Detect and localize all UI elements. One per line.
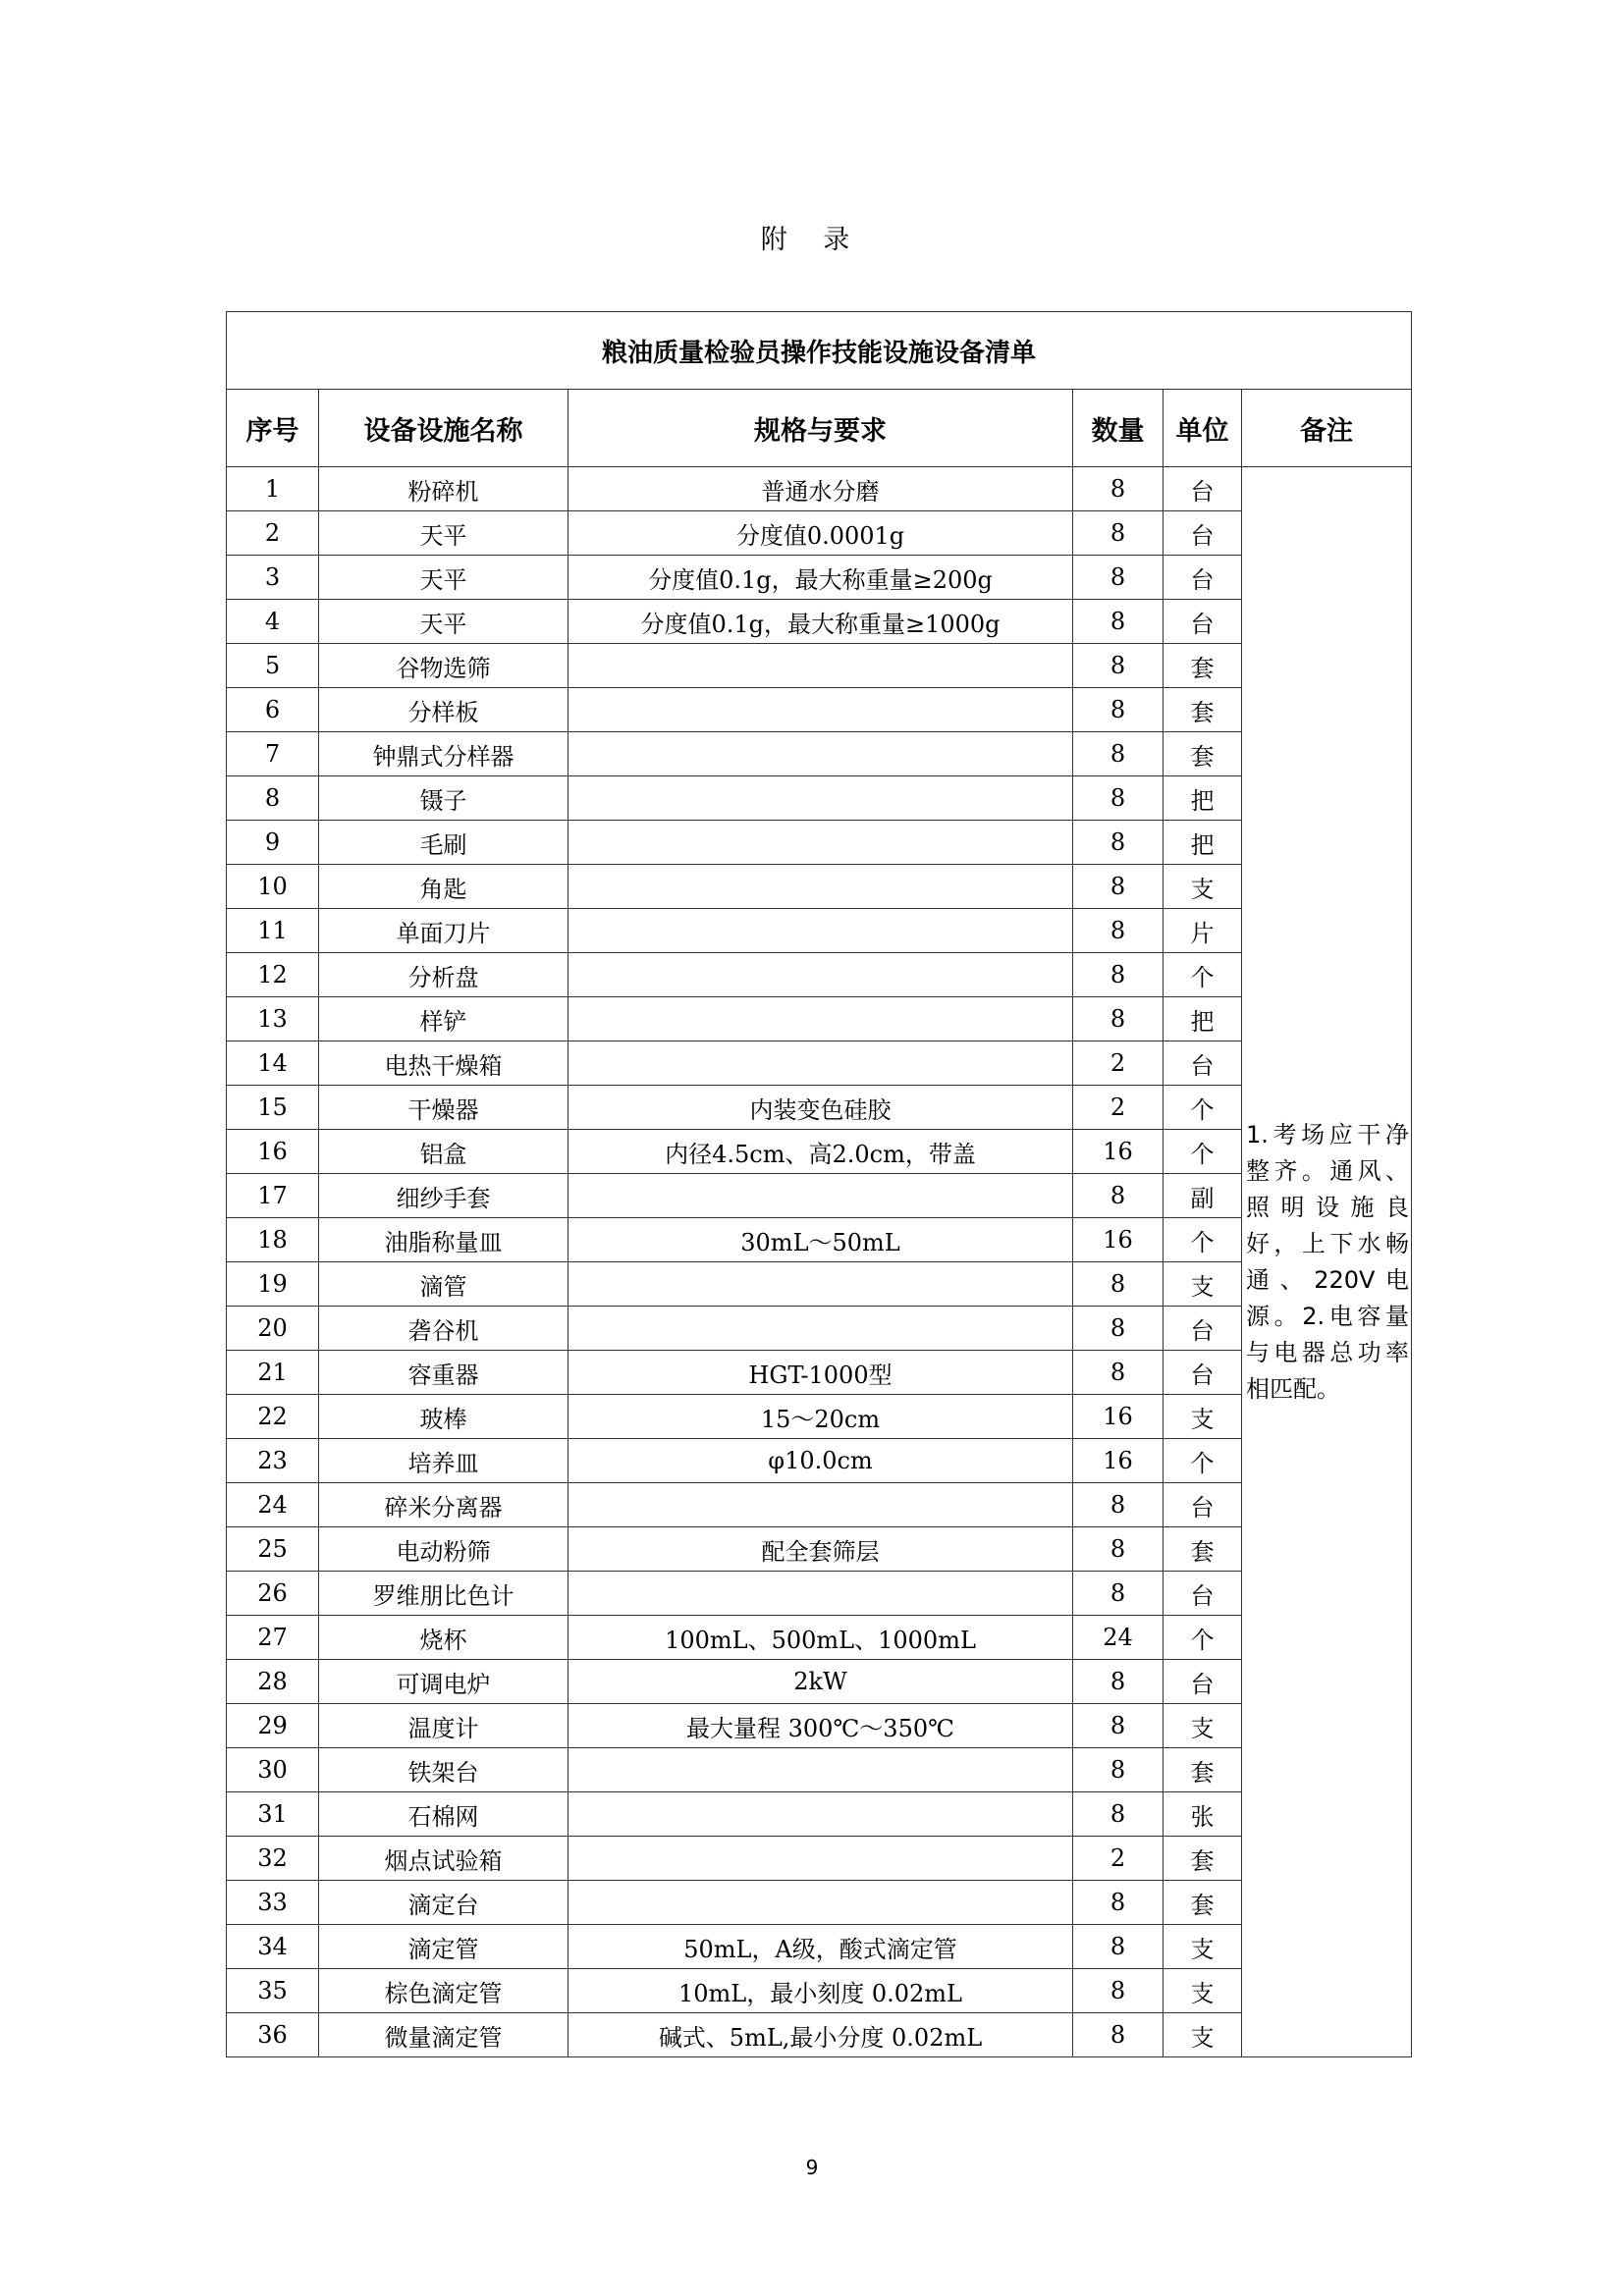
table-row	[227, 1351, 1412, 1395]
cell-spec: 100mL、500mL、1000mL	[568, 1616, 1073, 1660]
cell-unit: 台	[1164, 511, 1242, 556]
cell-unit: 个	[1164, 1086, 1242, 1130]
cell-unit: 支	[1164, 2013, 1242, 2057]
cell-spec: 最大量程 300℃～350℃	[568, 1704, 1073, 1748]
table-header-row	[227, 390, 1412, 467]
cell-seq: 1	[227, 467, 319, 511]
cell-spec	[568, 1748, 1073, 1792]
cell-qty: 8	[1073, 1969, 1164, 2013]
cell-qty: 16	[1073, 1130, 1164, 1174]
cell-name: 粉碎机	[319, 467, 568, 511]
cell-unit: 副	[1164, 1174, 1242, 1218]
cell-name: 容重器	[319, 1351, 568, 1395]
remarks-cell: 1.考场应干净整齐。通风、照明设施良好，上下水畅通、220V电源。2.电容量与电器总功率相匹配。	[1242, 467, 1412, 2057]
cell-seq: 14	[227, 1041, 319, 1086]
cell-spec	[568, 1174, 1073, 1218]
cell-seq: 9	[227, 821, 319, 865]
cell-qty: 8	[1073, 511, 1164, 556]
cell-spec: 10mL，最小刻度 0.02mL	[568, 1969, 1073, 2013]
cell-spec	[568, 1307, 1073, 1351]
cell-qty: 8	[1073, 688, 1164, 732]
cell-unit: 台	[1164, 467, 1242, 511]
cell-qty: 8	[1073, 821, 1164, 865]
cell-seq: 7	[227, 732, 319, 776]
cell-spec: 30mL～50mL	[568, 1218, 1073, 1262]
cell-name: 石棉网	[319, 1792, 568, 1837]
cell-name: 镊子	[319, 776, 568, 821]
cell-qty: 8	[1073, 1792, 1164, 1837]
table-row	[227, 865, 1412, 909]
cell-spec	[568, 1483, 1073, 1527]
cell-spec	[568, 1837, 1073, 1881]
cell-seq: 10	[227, 865, 319, 909]
header-seq: 序号	[227, 390, 319, 467]
cell-unit: 张	[1164, 1792, 1242, 1837]
cell-seq: 19	[227, 1262, 319, 1307]
cell-qty: 8	[1073, 644, 1164, 688]
cell-qty: 8	[1073, 1660, 1164, 1704]
cell-name: 天平	[319, 556, 568, 600]
cell-seq: 33	[227, 1881, 319, 1925]
cell-spec	[568, 1792, 1073, 1837]
cell-qty: 16	[1073, 1218, 1164, 1262]
cell-unit: 套	[1164, 1837, 1242, 1881]
cell-name: 烧杯	[319, 1616, 568, 1660]
table-row	[227, 1616, 1412, 1660]
cell-qty: 8	[1073, 1572, 1164, 1616]
cell-name: 谷物选筛	[319, 644, 568, 688]
cell-unit: 套	[1164, 1748, 1242, 1792]
cell-spec	[568, 909, 1073, 953]
header-qty: 数量	[1073, 390, 1164, 467]
cell-seq: 35	[227, 1969, 319, 2013]
cell-seq: 32	[227, 1837, 319, 1881]
equipment-table	[226, 311, 1412, 2057]
table-row	[227, 732, 1412, 776]
cell-unit: 台	[1164, 1307, 1242, 1351]
cell-qty: 8	[1073, 1351, 1164, 1395]
cell-seq: 6	[227, 688, 319, 732]
table-row	[227, 909, 1412, 953]
cell-name: 角匙	[319, 865, 568, 909]
cell-qty: 16	[1073, 1439, 1164, 1483]
cell-name: 罗维朋比色计	[319, 1572, 568, 1616]
cell-spec: 分度值0.1g，最大称重量≥200g	[568, 556, 1073, 600]
header-remarks: 备注	[1242, 390, 1412, 467]
cell-qty: 8	[1073, 865, 1164, 909]
cell-qty: 8	[1073, 1483, 1164, 1527]
cell-name: 单面刀片	[319, 909, 568, 953]
cell-seq: 36	[227, 2013, 319, 2057]
cell-qty: 16	[1073, 1395, 1164, 1439]
cell-name: 毛刷	[319, 821, 568, 865]
cell-spec: 普通水分磨	[568, 467, 1073, 511]
cell-seq: 11	[227, 909, 319, 953]
cell-name: 培养皿	[319, 1439, 568, 1483]
table-row	[227, 1660, 1412, 1704]
cell-name: 油脂称量皿	[319, 1218, 568, 1262]
cell-unit: 台	[1164, 1660, 1242, 1704]
table-row	[227, 1395, 1412, 1439]
cell-seq: 18	[227, 1218, 319, 1262]
cell-name: 玻棒	[319, 1395, 568, 1439]
table-row	[227, 1483, 1412, 1527]
cell-name: 砻谷机	[319, 1307, 568, 1351]
cell-unit: 个	[1164, 953, 1242, 997]
cell-unit: 支	[1164, 1704, 1242, 1748]
cell-qty: 8	[1073, 600, 1164, 644]
cell-spec: HGT-1000型	[568, 1351, 1073, 1395]
cell-qty: 8	[1073, 732, 1164, 776]
cell-unit: 把	[1164, 776, 1242, 821]
cell-qty: 8	[1073, 1262, 1164, 1307]
cell-name: 铝盒	[319, 1130, 568, 1174]
cell-seq: 27	[227, 1616, 319, 1660]
cell-spec	[568, 821, 1073, 865]
table-row	[227, 776, 1412, 821]
cell-unit: 片	[1164, 909, 1242, 953]
cell-spec	[568, 1041, 1073, 1086]
cell-seq: 24	[227, 1483, 319, 1527]
cell-name: 碎米分离器	[319, 1483, 568, 1527]
table-row	[227, 688, 1412, 732]
cell-unit: 支	[1164, 1395, 1242, 1439]
cell-seq: 12	[227, 953, 319, 997]
cell-unit: 把	[1164, 821, 1242, 865]
table-row	[227, 1262, 1412, 1307]
cell-unit: 台	[1164, 1572, 1242, 1616]
table-row	[227, 1439, 1412, 1483]
table-row	[227, 1925, 1412, 1969]
cell-name: 细纱手套	[319, 1174, 568, 1218]
cell-name: 天平	[319, 511, 568, 556]
cell-unit: 支	[1164, 865, 1242, 909]
table-row	[227, 1792, 1412, 1837]
cell-qty: 8	[1073, 1174, 1164, 1218]
cell-qty: 8	[1073, 1704, 1164, 1748]
table-row	[227, 821, 1412, 865]
cell-qty: 2	[1073, 1086, 1164, 1130]
cell-seq: 3	[227, 556, 319, 600]
cell-unit: 套	[1164, 1527, 1242, 1572]
cell-qty: 8	[1073, 467, 1164, 511]
cell-qty: 8	[1073, 1881, 1164, 1925]
table-row	[227, 511, 1412, 556]
header-name: 设备设施名称	[319, 390, 568, 467]
table-row	[227, 467, 1412, 511]
table-row	[227, 644, 1412, 688]
header-unit: 单位	[1164, 390, 1242, 467]
table-row	[227, 1307, 1412, 1351]
cell-name: 天平	[319, 600, 568, 644]
cell-spec: 配全套筛层	[568, 1527, 1073, 1572]
cell-seq: 17	[227, 1174, 319, 1218]
cell-unit: 支	[1164, 1262, 1242, 1307]
table-row	[227, 1041, 1412, 1086]
table-row	[227, 1130, 1412, 1174]
cell-spec	[568, 997, 1073, 1041]
cell-seq: 20	[227, 1307, 319, 1351]
appendix-title: 附 录	[760, 225, 864, 255]
table-row	[227, 2013, 1412, 2057]
cell-spec	[568, 688, 1073, 732]
cell-unit: 支	[1164, 1969, 1242, 2013]
table-row	[227, 1218, 1412, 1262]
cell-name: 烟点试验箱	[319, 1837, 568, 1881]
cell-qty: 2	[1073, 1837, 1164, 1881]
header-spec: 规格与要求	[568, 390, 1073, 467]
cell-name: 滴定台	[319, 1881, 568, 1925]
cell-seq: 34	[227, 1925, 319, 1969]
table-row	[227, 1748, 1412, 1792]
cell-unit: 套	[1164, 688, 1242, 732]
cell-name: 铁架台	[319, 1748, 568, 1792]
cell-unit: 台	[1164, 1041, 1242, 1086]
cell-seq: 26	[227, 1572, 319, 1616]
cell-name: 滴管	[319, 1262, 568, 1307]
cell-spec: 分度值0.1g，最大称重量≥1000g	[568, 600, 1073, 644]
table-row	[227, 1837, 1412, 1881]
cell-seq: 4	[227, 600, 319, 644]
cell-name: 滴定管	[319, 1925, 568, 1969]
cell-unit: 台	[1164, 556, 1242, 600]
cell-seq: 2	[227, 511, 319, 556]
cell-seq: 23	[227, 1439, 319, 1483]
cell-qty: 2	[1073, 1041, 1164, 1086]
cell-spec: 分度值0.0001g	[568, 511, 1073, 556]
cell-seq: 13	[227, 997, 319, 1041]
cell-name: 分样板	[319, 688, 568, 732]
cell-unit: 套	[1164, 1881, 1242, 1925]
cell-seq: 21	[227, 1351, 319, 1395]
cell-spec	[568, 644, 1073, 688]
table-row	[227, 556, 1412, 600]
cell-unit: 把	[1164, 997, 1242, 1041]
cell-spec	[568, 865, 1073, 909]
cell-name: 样铲	[319, 997, 568, 1041]
cell-seq: 31	[227, 1792, 319, 1837]
cell-seq: 16	[227, 1130, 319, 1174]
cell-unit: 支	[1164, 1925, 1242, 1969]
cell-seq: 30	[227, 1748, 319, 1792]
cell-unit: 套	[1164, 644, 1242, 688]
cell-spec: 15～20cm	[568, 1395, 1073, 1439]
cell-seq: 5	[227, 644, 319, 688]
table-row	[227, 1572, 1412, 1616]
table-body	[227, 467, 1412, 2057]
cell-qty: 8	[1073, 2013, 1164, 2057]
cell-qty: 8	[1073, 1307, 1164, 1351]
cell-qty: 8	[1073, 1748, 1164, 1792]
cell-qty: 8	[1073, 556, 1164, 600]
cell-name: 棕色滴定管	[319, 1969, 568, 2013]
cell-unit: 个	[1164, 1439, 1242, 1483]
cell-qty: 24	[1073, 1616, 1164, 1660]
cell-name: 微量滴定管	[319, 2013, 568, 2057]
cell-spec: φ10.0cm	[568, 1439, 1073, 1483]
cell-name: 干燥器	[319, 1086, 568, 1130]
cell-qty: 8	[1073, 909, 1164, 953]
table-row	[227, 953, 1412, 997]
cell-spec	[568, 776, 1073, 821]
cell-qty: 8	[1073, 1527, 1164, 1572]
table-row	[227, 1704, 1412, 1748]
cell-unit: 个	[1164, 1218, 1242, 1262]
table-row	[227, 1086, 1412, 1130]
table-row	[227, 1527, 1412, 1572]
cell-spec	[568, 732, 1073, 776]
cell-seq: 25	[227, 1527, 319, 1572]
cell-unit: 个	[1164, 1616, 1242, 1660]
cell-spec: 2kW	[568, 1660, 1073, 1704]
cell-qty: 8	[1073, 776, 1164, 821]
cell-unit: 台	[1164, 1351, 1242, 1395]
cell-unit: 套	[1164, 732, 1242, 776]
table-caption: 粮油质量检验员操作技能设施设备清单	[227, 312, 1412, 390]
cell-unit: 台	[1164, 600, 1242, 644]
cell-spec	[568, 953, 1073, 997]
cell-name: 分析盘	[319, 953, 568, 997]
cell-qty: 8	[1073, 1925, 1164, 1969]
cell-seq: 22	[227, 1395, 319, 1439]
cell-name: 可调电炉	[319, 1660, 568, 1704]
table-row	[227, 600, 1412, 644]
cell-qty: 8	[1073, 953, 1164, 997]
cell-name: 电热干燥箱	[319, 1041, 568, 1086]
cell-name: 电动粉筛	[319, 1527, 568, 1572]
cell-spec	[568, 1881, 1073, 1925]
cell-spec: 50mL，A级，酸式滴定管	[568, 1925, 1073, 1969]
table-row	[227, 997, 1412, 1041]
cell-spec: 碱式、5mL,最小分度 0.02mL	[568, 2013, 1073, 2057]
cell-spec	[568, 1572, 1073, 1616]
cell-spec: 内装变色硅胶	[568, 1086, 1073, 1130]
table-caption-row	[227, 312, 1412, 390]
cell-unit: 个	[1164, 1130, 1242, 1174]
cell-unit: 台	[1164, 1483, 1242, 1527]
cell-spec: 内径4.5cm、高2.0cm，带盖	[568, 1130, 1073, 1174]
page-number: 9	[805, 2156, 819, 2179]
cell-spec	[568, 1262, 1073, 1307]
cell-seq: 29	[227, 1704, 319, 1748]
table-row	[227, 1969, 1412, 2013]
table-row	[227, 1174, 1412, 1218]
cell-name: 钟鼎式分样器	[319, 732, 568, 776]
cell-seq: 15	[227, 1086, 319, 1130]
cell-seq: 8	[227, 776, 319, 821]
cell-seq: 28	[227, 1660, 319, 1704]
cell-name: 温度计	[319, 1704, 568, 1748]
table-row	[227, 1881, 1412, 1925]
cell-qty: 8	[1073, 997, 1164, 1041]
